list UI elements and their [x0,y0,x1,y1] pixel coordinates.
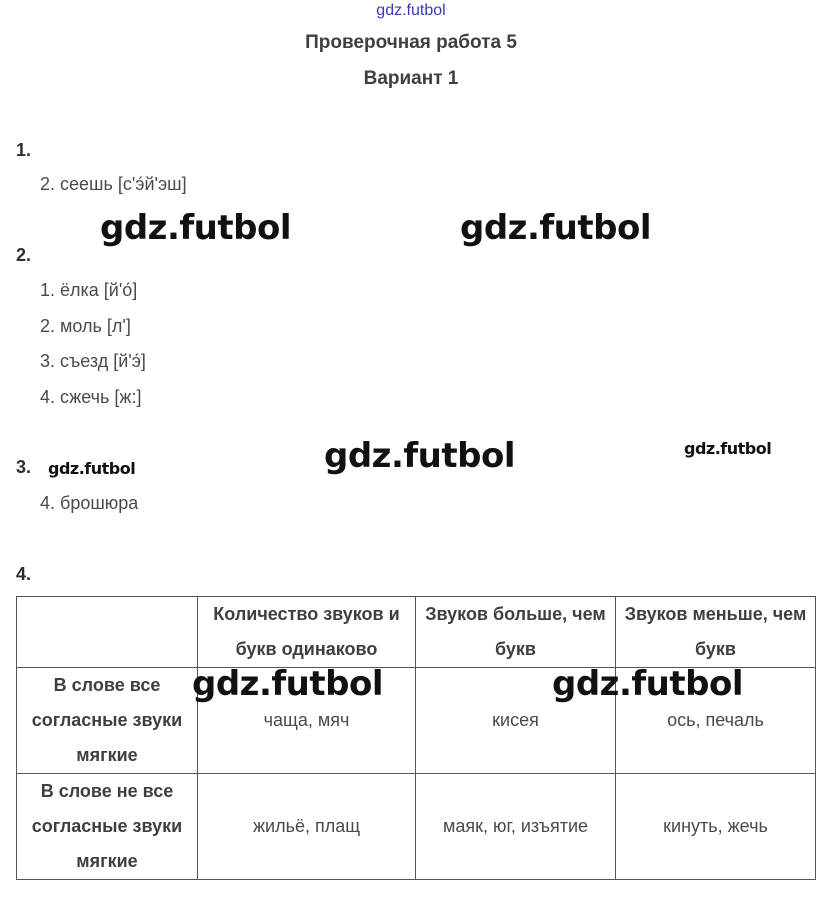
watermark: gdz.futbol [460,208,651,248]
table-header-empty [17,597,198,668]
watermark: gdz.futbol [684,439,772,458]
watermark: gdz.futbol [100,208,291,248]
watermark: gdz.futbol [324,436,515,476]
page-subtitle: Вариант 1 [363,68,459,89]
table-cell: кисея [416,668,616,774]
table-header-row [17,597,816,668]
table-cell: жильё, плащ [198,774,416,880]
table-header-equal: Количество звуков и букв одинаково [198,597,416,668]
watermark: gdz.futbol [552,664,743,704]
question-2-item-1: 1. ёлка [й'о́] [40,280,138,300]
question-2-item-4: 4. сжечь [ж:] [40,387,142,407]
table-header-fewer-sounds: Звуков меньше, чем букв [616,597,816,668]
watermark-top: gdz.futbol [376,2,446,19]
question-number-3: 3. [16,457,32,477]
question-1-item-1: 2. сеешь [с'э́й'эш] [40,174,187,194]
question-number-2: 2. [16,245,32,265]
answer-table [16,596,816,880]
table-cell: маяк, юг, изъятие [416,774,616,880]
table-header-more-sounds: Звуков больше, чем букв [416,597,616,668]
table-row [17,774,816,880]
table-cell: ось, печаль [616,668,816,774]
row-label-all-soft: В слове все согласные звуки мягкие [17,668,198,774]
table-cell: кинуть, жечь [616,774,816,880]
question-2-item-3: 3. съезд [й'э́] [40,351,146,371]
watermark: gdz.futbol [192,664,383,704]
table-cell: чаща, мяч [198,668,416,774]
question-3-item-1: 4. брошюра [40,493,139,513]
watermark: gdz.futbol [48,459,136,478]
page-title: Проверочная работа 5 [305,32,517,53]
question-number-1: 1. [16,140,32,160]
question-2-item-2: 2. моль [л'] [40,316,131,336]
row-label-not-all-soft: В слове не все согласные звуки мягкие [17,774,198,880]
question-number-4: 4. [16,564,32,584]
